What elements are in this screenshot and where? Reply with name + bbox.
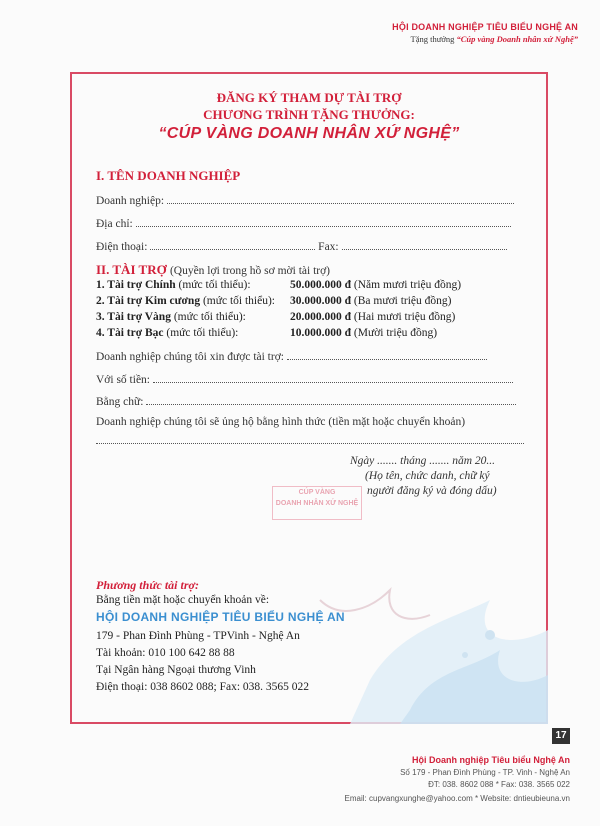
tier-name: 2. Tài trợ Kim cương xyxy=(96,295,201,307)
amount-field[interactable] xyxy=(153,372,513,383)
stamp-line1: CÚP VÀNG xyxy=(298,489,336,496)
section-company-heading: I. TÊN DOANH NGHIỆP xyxy=(96,168,241,183)
footer-contact: Email: cupvangxunghe@yahoo.com * Website: dntieubieuna.vn xyxy=(344,794,570,803)
address-label: Địa chỉ: xyxy=(96,218,133,230)
award-stamp-watermark xyxy=(272,486,362,520)
tier-min: (mức tối thiểu): xyxy=(173,311,246,323)
tier-name: 1. Tài trợ Chính xyxy=(96,279,176,291)
method-label: Doanh nghiệp chúng tôi sẽ ủng hộ bằng hình thức (tiền mặt hoặc chuyển khoản) xyxy=(96,416,466,428)
phone-fax-row xyxy=(96,239,507,253)
company-name-label: Doanh nghiệp: xyxy=(96,195,165,207)
page-number: 17 xyxy=(552,728,570,744)
tier-amount-words: (Năm mươi triệu đồng) xyxy=(353,279,462,291)
payment-phone: Điện thoại: 038 8602 088; Fax: 038. 3565 022 xyxy=(96,681,310,693)
tier-amount-row xyxy=(290,311,455,323)
stamp-line2: DOANH NHÂN XỨ NGHỆ xyxy=(275,500,359,507)
tier-amount-row xyxy=(290,295,452,307)
tier-name: 4. Tài trợ Bạc xyxy=(96,327,164,339)
footer-organization: Hội Doanh nghiệp Tiêu biểu Nghệ An xyxy=(412,755,570,765)
amount-row xyxy=(96,372,513,386)
form-title-line2: CHƯƠNG TRÌNH TẶNG THƯỞNG: xyxy=(203,107,415,122)
tier-amount-words: (Ba mươi triệu đồng) xyxy=(353,295,452,307)
header-award-prefix: Tặng thưởng xyxy=(410,34,455,44)
section-sponsorship-note: (Quyền lợi trong hồ sơ mời tài trợ) xyxy=(169,265,331,277)
phone-label: Điện thoại: xyxy=(96,241,148,253)
payment-account: Tài khoản: 010 100 642 88 88 xyxy=(96,647,235,659)
signature-line1: (Họ tên, chức danh, chữ ký xyxy=(365,470,490,482)
payment-organization: HỘI DOANH NGHIỆP TIÊU BIỂU NGHỆ AN xyxy=(96,610,345,624)
company-name-field[interactable] xyxy=(167,193,514,204)
tier-row xyxy=(96,279,251,291)
words-field[interactable] xyxy=(146,394,516,405)
payment-intro: Bằng tiền mặt hoặc chuyển khoản về: xyxy=(96,594,270,606)
method-row xyxy=(96,433,524,447)
payment-title: Phương thức tài trợ: xyxy=(96,578,199,592)
sponsor-label: Doanh nghiệp chúng tôi xin được tài trợ: xyxy=(96,351,284,363)
tier-amount-row xyxy=(290,327,437,339)
tier-min: (mức tối thiểu): xyxy=(166,327,239,339)
footer-address: Số 179 - Phan Đình Phùng - TP. Vinh - Nghệ An xyxy=(400,768,570,777)
signature-date: Ngày ....... tháng ....... năm 20... xyxy=(350,455,496,467)
page-header xyxy=(392,22,578,44)
tier-row xyxy=(96,311,246,323)
fax-field[interactable] xyxy=(342,239,507,250)
tier-amount-words: (Hai mươi triệu đồng) xyxy=(353,311,456,323)
words-label: Bằng chữ: xyxy=(96,396,144,408)
address-field[interactable] xyxy=(136,216,511,227)
tier-amount: 30.000.000 đ xyxy=(290,295,352,307)
company-name-row xyxy=(96,193,514,207)
tier-min: (mức tối thiểu): xyxy=(178,279,251,291)
tier-row xyxy=(96,327,238,339)
footer-phone: ĐT: 038. 8602 088 * Fax: 038. 3565 022 xyxy=(428,780,570,789)
method-field[interactable] xyxy=(96,433,524,444)
tier-min: (mức tối thiểu): xyxy=(202,295,275,307)
words-row xyxy=(96,394,516,408)
sponsor-field[interactable] xyxy=(287,349,487,360)
tier-amount-row xyxy=(290,279,461,291)
amount-label: Với số tiền: xyxy=(96,374,150,386)
signature-line2: người đăng ký và đóng dấu) xyxy=(367,485,497,497)
header-organization: HỘI DOANH NGHIỆP TIÊU BIỂU NGHỆ AN xyxy=(392,22,578,32)
tier-amount-words: (Mười triệu đồng) xyxy=(353,327,438,339)
sponsor-row xyxy=(96,349,487,363)
payment-address: 179 - Phan Đình Phùng - TPVinh - Nghệ An xyxy=(96,630,300,642)
phone-field[interactable] xyxy=(150,239,315,250)
tier-amount: 50.000.000 đ xyxy=(290,279,352,291)
form-title-program: “CÚP VÀNG DOANH NHÂN XỨ NGHỆ” xyxy=(158,125,460,142)
tier-row xyxy=(96,295,275,307)
section-sponsorship-heading: II. TÀI TRỢ xyxy=(96,262,167,277)
fax-label: Fax: xyxy=(318,241,339,253)
address-row xyxy=(96,216,511,230)
header-award xyxy=(392,34,578,44)
payment-bank: Tại Ngân hàng Ngoại thương Vinh xyxy=(96,664,256,676)
tier-name: 3. Tài trợ Vàng xyxy=(96,311,171,323)
tier-amount: 20.000.000 đ xyxy=(290,311,352,323)
form-title-line1: ĐĂNG KÝ THAM DỰ TÀI TRỢ xyxy=(216,90,402,105)
header-award-name: “Cúp vàng Doanh nhân xứ Nghệ” xyxy=(456,34,578,44)
tier-amount: 10.000.000 đ xyxy=(290,327,352,339)
section-sponsorship-heading-row xyxy=(96,262,330,278)
